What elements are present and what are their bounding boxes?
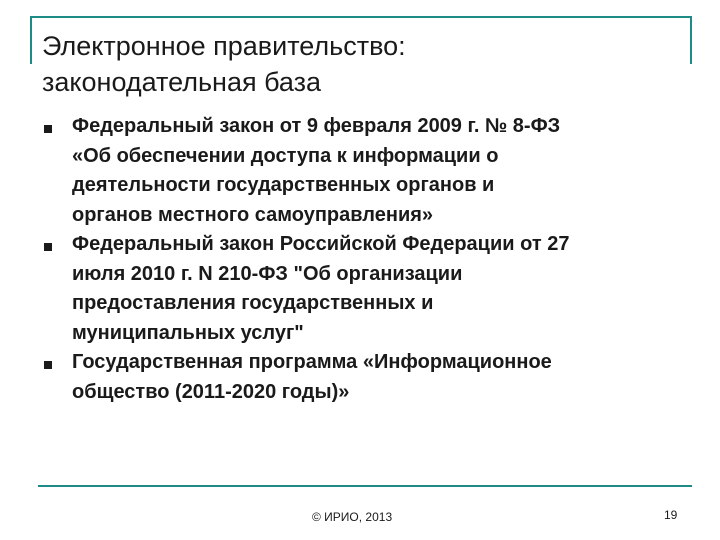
bullet-text-line: июля 2010 г. N 210-ФЗ "Об организации — [72, 262, 463, 285]
slide-title-line-1: Электронное правительство: — [42, 31, 406, 61]
bullet-text-line: Государственная программа «Информационное — [72, 351, 552, 373]
square-bullet-icon — [44, 361, 52, 369]
bullet-item-law-8fz — [44, 112, 674, 230]
footer-divider — [38, 485, 692, 487]
title-frame-right-line — [690, 16, 692, 64]
bullet-item-law-210fz — [44, 230, 674, 348]
square-bullet-icon — [44, 243, 52, 251]
bullet-text-line: Федеральный закон от 9 февраля 2009 г. № 8-ФЗ — [72, 115, 561, 137]
footer-copyright: © ИРИО, 2013 — [312, 510, 393, 524]
page-number: 19 — [664, 508, 678, 522]
slide-title — [42, 28, 682, 100]
bullet-text-line: деятельности государственных органов и — [72, 174, 495, 196]
title-frame-top-line — [30, 16, 692, 18]
bullet-list — [44, 112, 674, 407]
slide-title-line-2: законодательная база — [42, 67, 322, 97]
bullet-text-line: муниципальных услуг" — [72, 321, 304, 344]
bullet-text-line: Федеральный закон Российской Федерации от 27 — [72, 233, 570, 255]
square-bullet-icon — [44, 125, 52, 133]
bullet-item-state-program — [44, 348, 674, 407]
bullet-text-line: «Об обеспечении доступа к информации о — [72, 144, 499, 167]
bullet-text-line: предоставления государственных и — [72, 292, 434, 314]
title-frame-left-line — [30, 16, 32, 64]
bullet-text-line: органов местного самоуправления» — [72, 203, 434, 226]
bullet-text-line: общество (2011-2020 годы)» — [72, 380, 350, 403]
